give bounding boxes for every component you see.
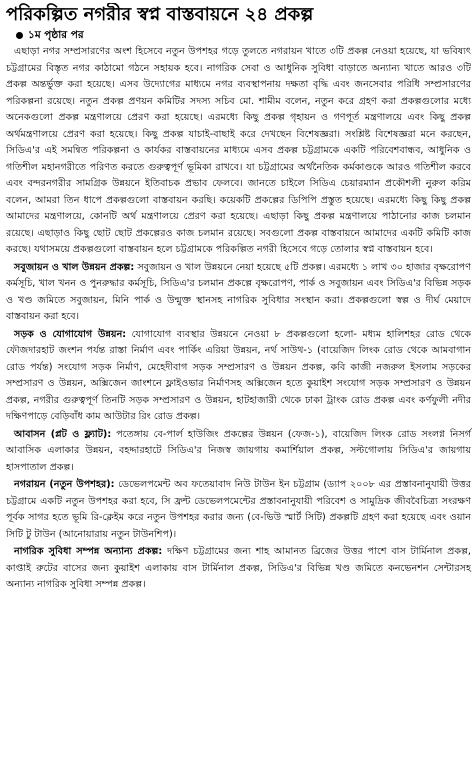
paragraph-lead: নগরায়ন (নতুন উপশহর): [14, 479, 115, 490]
article-headline: পরিকল্পিত নগরীর স্বপ্ন বাস্তবায়নে ২৪ প্রকল্প [6, 4, 314, 25]
continued-from-text: ১ম পৃষ্ঠার পর [28, 29, 84, 41]
article-paragraph-housing [6, 427, 471, 477]
article-paragraph-civic-facilities [6, 544, 471, 594]
paragraph-text: যোগাযোগ ব্যবস্থার উন্নয়নে নেওয়া ৮ প্রকল্পগুলো হলো- মধ্যম হালিশহর রোড থেকে ফৌজদারহাট জংশন পর্যন্ত রাস্তা নির্মাণ এবং পার্কিং এরিয়া উন্নয়ন, নর্থ সাউথ-১ (বায়েজিদ লিংক রোড থেকে আমবাগান রোড পর্যন্ত) সংযোগ সড়ক নির্মাণ, মেহেদীবাগ সড়ক সম্প্রসারণ ও উন্নয়ন প্রকল্প, কবি কাজী নজরুল ইসলাম সড়কের সম্প্রসারণ ও উন্নয়ন, অক্সিজেন জাংশনে ফ্লাইওভার নির্মাণসহ অক্সিজেন হতে কুয়াইশ সংযোগ সড়ক সম্প্রসারণ ও উন্নয়ন প্রকল্প, নগরীর গুরুত্বপূর্ণ তিনটি সড়ক সম্প্রসারণ ও উন্নয়ন, হাটহাজারী থেকে ঢাকা ট্রাংক রোড প্রকল্প এবং কর্ণফুলী নদীর দক্ষিণপাড়ে বেড়িবাঁধ কাম আউটার রিং রোড প্রকল্প। [6, 328, 471, 422]
article-paragraph-intro [6, 44, 471, 259]
paragraph-text: পতেঙ্গায় বে-পার্ল হাউজিং প্রকল্পের উন্নয়ন (ফেজ-১), বায়েজিদ লিংক রোড সংলগ্ন নিসর্গ আবাসিক এলাকার উন্নয়ন, বহদ্দারহাটে সিডিএ'র নিজস্ব জায়গায় কমার্শিয়াল প্রকল্প, সল্টগোলায় সিডিএ'র জায়গায় হাসপাতাল প্রকল্প। [6, 428, 471, 473]
continued-from-note [16, 28, 471, 43]
paragraph-text: সবুজায়ন ও খাল উন্নয়নে নেয়া হয়েছে ৫টি প্রকল্প। এরমধ্যে ১ লাখ ৩০ হাজার বৃক্ষরোপণ কর্মসূচি, খাল খনন ও পুনরুদ্ধার কর্মসূচি, সিডিএ'র চলমান প্রকল্পে বৃক্ষরোপণ, পার্ক ও সবুজায়ন এবং সিডিএ'র বিভিন্ন সড়ক ও খণ্ড জমিতে সবুজায়ন, মিনি পার্ক ও উন্মুক্ত স্থানসহ নাগরিক সুবিধার সংস্থান করা। প্রকল্পগুলো স্বল্প ও দীর্ঘ মেয়াদে বাস্তবায়ন করা হবে। [6, 261, 471, 322]
bullet-icon [16, 32, 23, 39]
paragraph-text: এছাড়া নগর সম্প্রসারণের অংশ হিসেবে নতুন উপশহর গড়ে তুলতে নগরায়ন খাতে ৩টি প্রকল্প নেওয়া হয়েছে, যা ভবিষ্যৎ চট্টগ্রামের বিস্তৃত নগর কাঠামো গঠনে সহায়ক হবে। নাগরিক সেবা ও আধুনিক সুবিধা বাড়াতে অন্যান্য খাতে আরও ৩টি প্রকল্প অন্তর্ভুক্ত করা হয়েছে। এসব উদ্যোগের মাধ্যমে নগর ব্যবস্থাপনায় দক্ষতা বৃদ্ধি এবং জনসেবার পরিধি সম্প্রসারণের পরিকল্পনা রয়েছে। নতুন প্রকল্প প্রণয়ন কমিটির সদস্য সচিব মো. শামীম বলেন, নতুন করে গ্রহণ করা প্রকল্পগুলোর মধ্যে অনেকগুলো প্রকল্প মন্ত্রণালয়ে প্রেরণ করা হয়েছে। এরমধ্যে কিছু প্রকল্প গৃহায়ন ও গণপূর্ত মন্ত্রণালয়ে এবং কিছু প্রকল্প অর্থমন্ত্রণালয়ে প্রেরণ করা হয়েছে। কিছু প্রকল্প যাচাই-বাছাই করে দেখছেন বিশেষজ্ঞরা। সংশ্লিষ্ট বিশেষজ্ঞরা মনে করছেন, সিডিএ'র এই সমন্বিত পরিকল্পনা ও কার্যকর বাস্তবায়নের মাধ্যমে এসব প্রকল্প চট্টগ্রামকে একটি পরিবেশবান্ধব, আধুনিক ও গতিশীল মহানগরীতে পরিণত করতে গুরুত্বপূর্ণ ভূমিকা রাখবে। যা চট্টগ্রামের অর্থনৈতিক কর্মকাণ্ডকে আরও গতিশীল করবে এবং বন্দরনগরীর সামগ্রিক উন্নয়নে ইতিবাচক প্রভাব ফেলবে। জানতে চাইলে সিডিএ চেয়ারম্যান প্রকৌশলী নুরুল করিম বলেন, আমরা তিন ধাপে প্রকল্পগুলো বাস্তবায়ন করছি। কয়েকটি প্রকল্পের ডিপিপি প্রস্তুত হয়েছে। এরমধ্যে কিছু কিছু প্রকল্প আমাদের মন্ত্রণালয়ে, কোনটি অর্থ মন্ত্রণালয়ে প্রেরণ করা হয়েছে। এছাড়া কিছু প্রকল্প মন্ত্রণালয়ে পাঠানোর কাজ চলমান রয়েছে। এছাড়াও কিছু ছোট ছোট প্রকল্পেরও কাজ চলমান রয়েছে। সবগুলো প্রকল্প বাস্তবায়নে আমাদের একটি কমিটি কাজ করছে। যথাসময়ে প্রকল্পগুলো বাস্তবায়ন হলে চট্টগ্রামকে পরিকল্পিত নগরী হিসেবে গড়ে তোলার স্বপ্ন বাস্তবায়ন হবে। [6, 46, 471, 255]
article-paragraph-urbanization [6, 477, 471, 543]
paragraph-text: দক্ষিণ চট্টগ্রামের জন্য শাহ আমানত ব্রিজের উত্তর পাশে বাস টার্মিনাল প্রকল্প, কাপ্তাই রুটের বাসের জন্য কুয়াইশ এলাকায় বাস টার্মিনাল প্রকল্প, সিডিএ'র বিভিন্ন খণ্ড জমিতে কনভেনশন সেন্টারসহ অন্যান্য নাগরিক সুবিধা সম্পন্ন প্রকল্প। [6, 546, 471, 590]
article-paragraph-greening [6, 260, 471, 326]
paragraph-lead: সবুজায়ন ও খাল উন্নয়ন প্রকল্প: [14, 261, 135, 273]
paragraph-lead: নাগরিক সুবিধা সম্পন্ন অন্যান্য প্রকল্প: [14, 546, 163, 557]
article-paragraph-roads [6, 327, 471, 426]
paragraph-lead: আবাসন (প্লট ও ফ্ল্যাট): [14, 428, 112, 440]
paragraph-text: ডেভেলপমেন্ট অব ফতেয়াবাদ নিউ টাউন ইন চট্টগ্রাম (ড্যাপ ২০০৮ এর প্রস্তাবনানুযায়ী উত্তর চট্টগ্রামে একটি নতুন উপশহর করা হবে, সি ফ্রন্ট ডেভেলপমেন্টের প্রস্তাবনানুযায়ী পরিবেশ ও সামুদ্রিক জীববৈচিত্র্য সংরক্ষণ পূর্বক সাগর হতে ভূমি রি-ক্লেইম করে নতুন উপশহর করার জন্য (বে-ভিউ স্মার্ট সিটি) প্রকল্পটি গ্রহণ করা হয়েছে এবং ওয়ান সিটি টু টাউন (আনোয়ারায় নতুন টাউনশিপ)। [6, 479, 471, 540]
paragraph-lead: সড়ক ও যোগাযোগ উন্নয়ন: [14, 328, 127, 340]
